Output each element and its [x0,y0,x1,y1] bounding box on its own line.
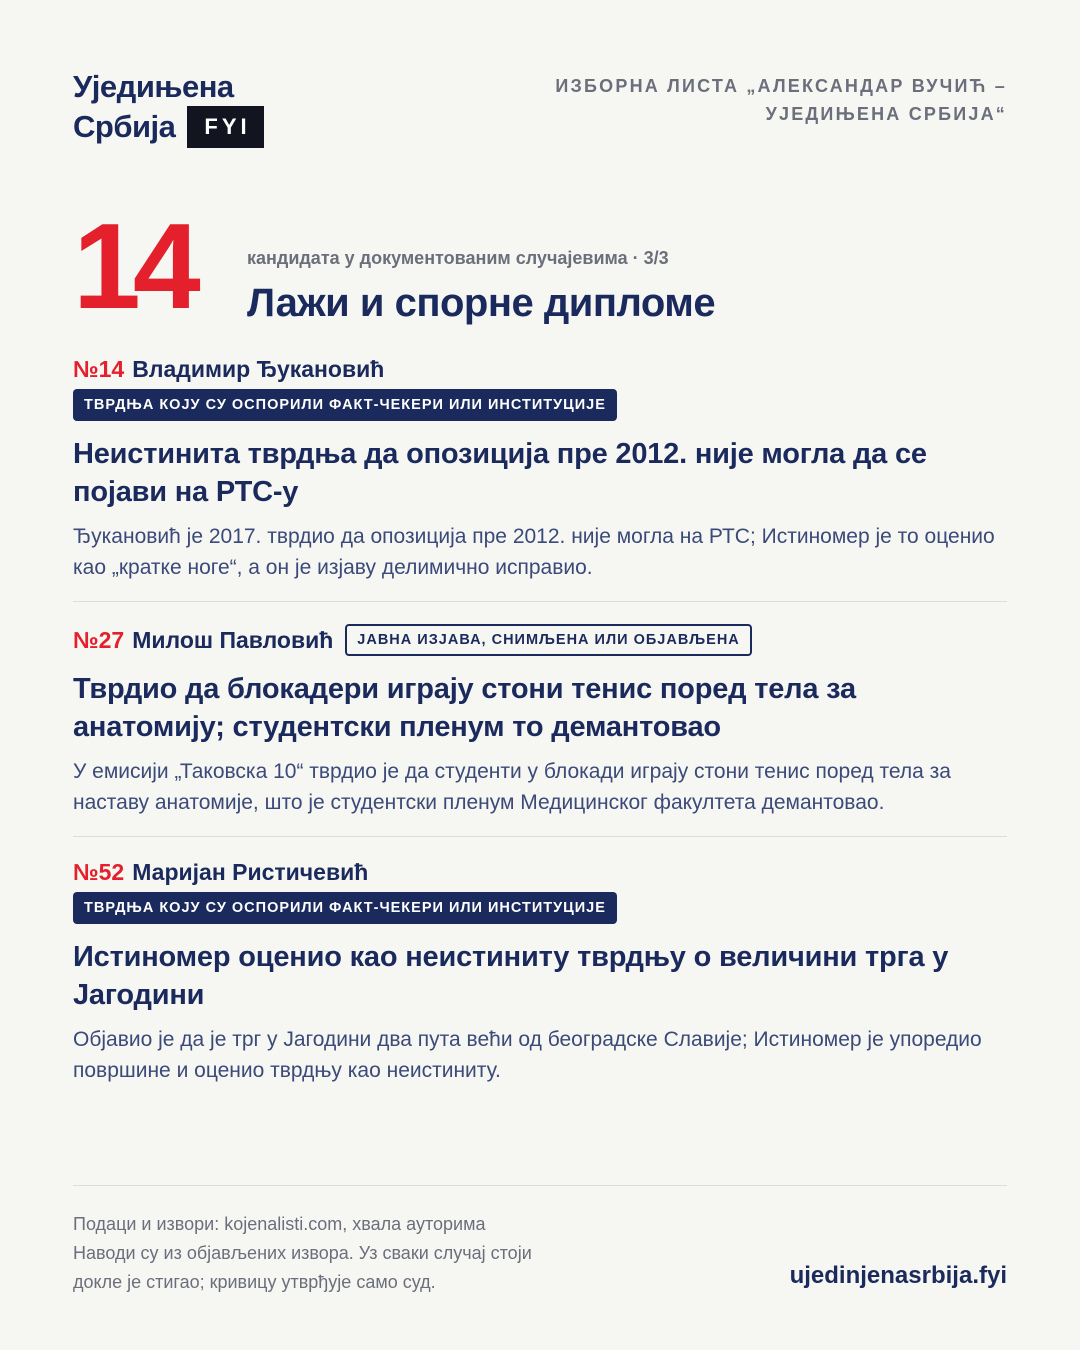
entry-title: Тврдио да блокадери играју стони тенис поред тела за анатомију; студентски пленум то демантовао [73,673,856,743]
footer-divider [73,1185,1007,1186]
candidate-header [73,859,1007,886]
candidate-name: Милош Павловић [132,626,334,653]
footer-line-3: докле је стигао; кривицу утврђује само суд. [73,1272,436,1292]
candidate-name: Маријан Ристичевић [132,859,369,885]
entry-description: Објавио је да је трг у Јагодини два пута већи од београдске Славије; Истиномер је упоредио површине и оценио тврдњу као неистиниту. [73,1028,982,1082]
hero-subtitle: кандидата у документованим случајевима · 3/3 [247,248,669,268]
footer-line-1: Подаци и извори: kojenalisti.com, хвала ауторима [73,1214,486,1234]
entry-title: Неистинита тврдња да опозиција пре 2012. није могла да се појави на РТС-у [73,438,927,508]
page [73,0,1007,1350]
category-tag: ТВРДЊА КОЈУ СУ ОСПОРИЛИ ФАКТ-ЧЕКЕРИ ИЛИ ИНСТИТУЦИЈЕ [73,892,617,924]
logo-line-2-row [73,106,264,148]
page-title: Лажи и спорне дипломе [247,281,716,325]
category-tag: ЈАВНА ИЗЈАВА, СНИМЉЕНА ИЛИ ОБЈАВЉЕНА [345,624,751,656]
candidate-number: №27 [73,626,125,653]
logo-line-1: Уједињена [73,69,234,104]
entry-description: У емисији „Таковска 10“ тврдио је да студенти у блокади играју стони тенис поред тела за наставу анатомије, што је студентски пленум Медицинског факултета демантовао. [73,760,951,814]
website-link[interactable]: ujedinjenasrbija.fyi [789,1262,1007,1289]
candidate-header [73,624,1007,656]
logo[interactable] [73,68,264,148]
electoral-list-name-line-1: ИЗБОРНА ЛИСТА „АЛЕКСАНДАР ВУЧИЋ – [555,76,1007,96]
candidate-number: №14 [73,356,125,382]
candidate-header [73,356,1007,383]
candidate-name: Владимир Ђукановић [132,356,385,382]
footer-line-2: Наводи су из објављених извора. Уз сваки случај стоји [73,1243,532,1263]
logo-line-2: Србија [73,109,176,144]
electoral-list-name-line-2: УЈЕДИЊЕНА СРБИЈА“ [765,104,1007,124]
hero [73,198,716,334]
entries-list [73,356,1007,1104]
entry-card [73,356,1007,601]
fyi-badge: FYI [187,106,263,148]
entry-card [73,836,1007,1104]
candidate-number: №52 [73,859,125,885]
candidate-count: 14 [73,198,193,334]
entry-title: Истиномер оценио као неистиниту тврдњу о величини трга у Јагодини [73,941,949,1011]
footer-sources [73,1210,532,1297]
electoral-list-name [487,72,1007,128]
entry-description: Ђукановић је 2017. тврдио да опозиција пре 2012. није могла на РТС; Истиномер је то оценио као „кратке ноге“, а он је изјаву делимично исправио. [73,525,995,579]
hero-text [247,246,715,326]
entry-card [73,601,1007,836]
category-tag: ТВРДЊА КОЈУ СУ ОСПОРИЛИ ФАКТ-ЧЕКЕРИ ИЛИ ИНСТИТУЦИЈЕ [73,389,617,421]
